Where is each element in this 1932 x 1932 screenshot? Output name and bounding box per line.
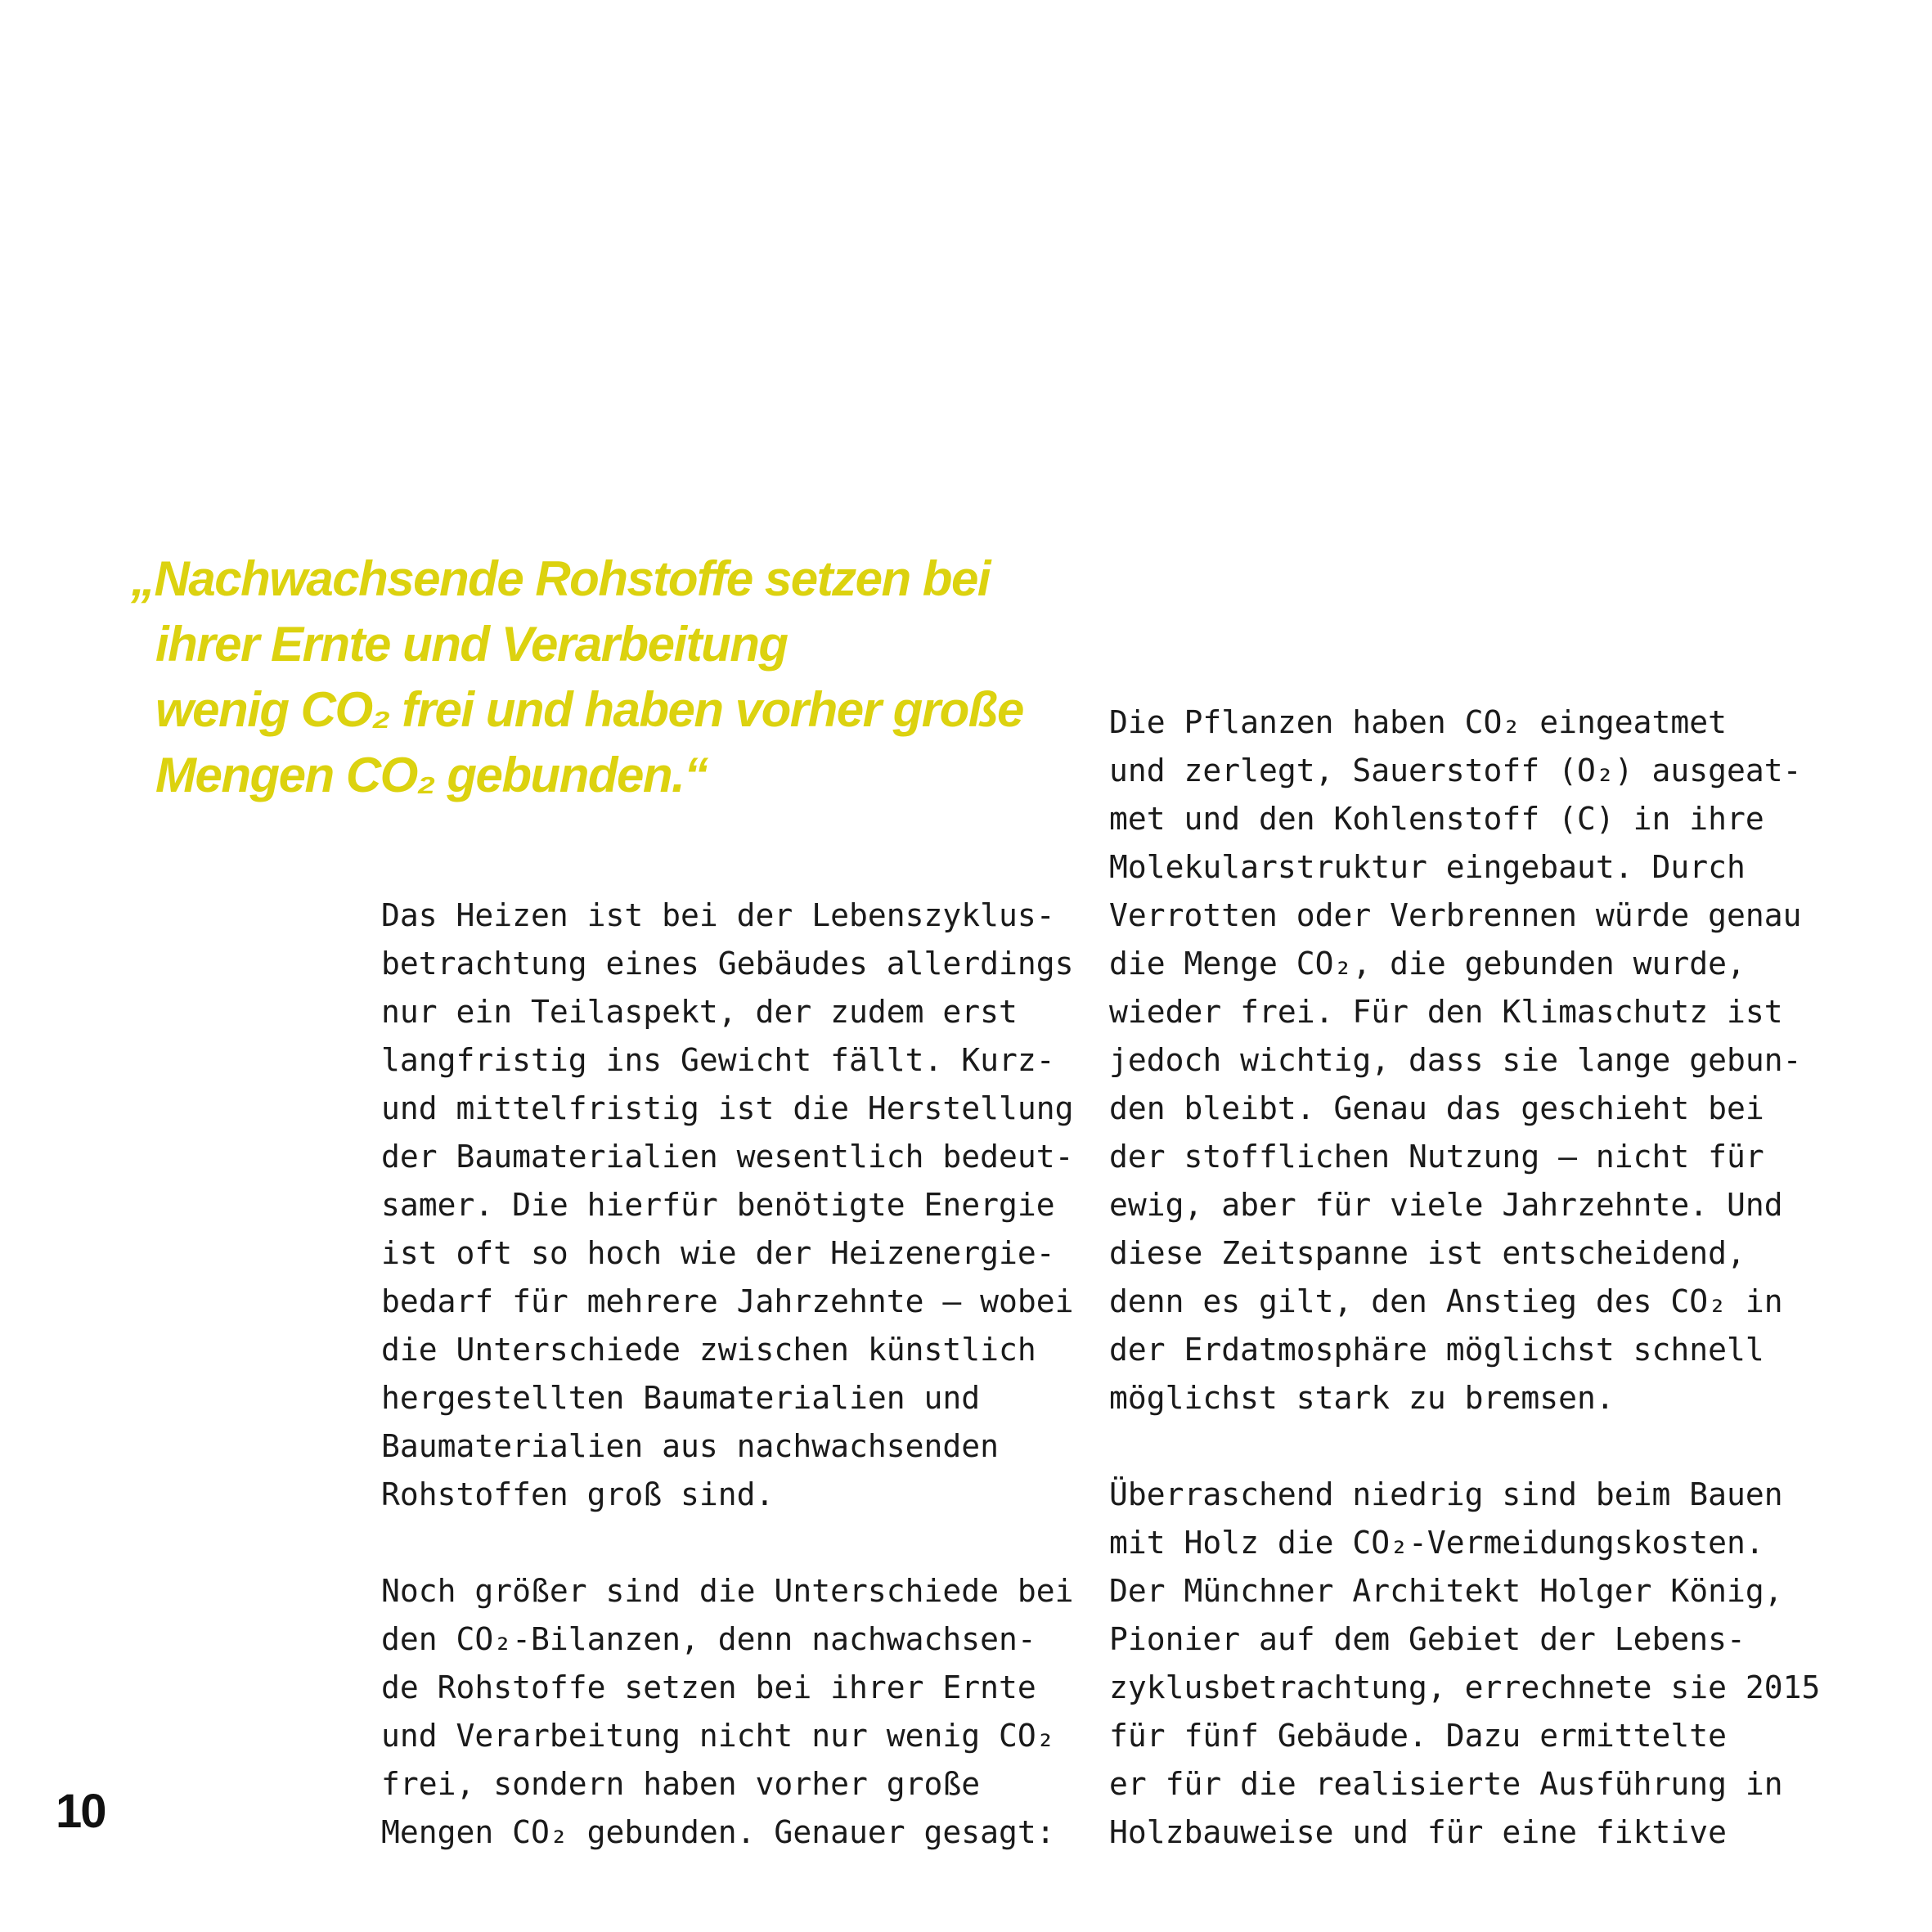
text-line: möglichst stark zu bremsen. [1109,1380,1615,1416]
text-line: nur ein Teilaspekt, der zudem erst [381,994,1018,1030]
text-line: jedoch wichtig, dass sie lange gebun- [1109,1042,1802,1078]
text-line: und Verarbeitung nicht nur wenig CO₂ [381,1718,1055,1754]
text-line: der Baumaterialien wesentlich bedeut- [381,1139,1074,1175]
text-line: betrachtung eines Gebäudes allerdings [381,946,1074,982]
text-line: frei, sondern haben vorher große [381,1766,981,1802]
paragraph-gap [381,1519,1068,1567]
text-line: und zerlegt, Sauerstoff (O₂) ausgeat- [1109,753,1802,789]
text-line: Noch größer sind die Unterschiede bei [381,1573,1074,1609]
pull-quote-line: „Nachwachsende Rohstoffe setzen bei [131,551,990,606]
paragraph [1109,1471,1829,1857]
text-line: Molekularstruktur eingebaut. Durch [1109,849,1746,885]
pull-quote-line: ihrer Ernte und Verarbeitung [155,617,788,672]
text-line: met und den Kohlenstoff (C) in ihre [1109,801,1764,837]
paragraph [381,1567,1074,1857]
text-line: samer. Die hierfür benötigte Energie [381,1187,1055,1223]
text-line: zyklusbetrachtung, errechnete sie 2015 [1109,1669,1821,1705]
text-line: ist oft so hoch wie der Heizenergie- [381,1235,1055,1271]
text-line: für fünf Gebäude. Dazu ermittelte [1109,1718,1727,1754]
body-column-left [381,892,1074,1857]
text-line: diese Zeitspanne ist entscheidend, [1109,1235,1746,1271]
text-line: er für die realisierte Ausführung in [1109,1766,1783,1802]
paragraph [1109,699,1829,1422]
text-line: Überraschend niedrig sind beim Bauen [1109,1476,1783,1512]
text-line: Mengen CO₂ gebunden. Genauer gesagt: [381,1814,1055,1850]
text-line: Rohstoffen groß sind. [381,1476,775,1512]
text-line: Baumaterialien aus nachwachsenden [381,1428,999,1464]
text-line: Der Münchner Architekt Holger König, [1109,1573,1783,1609]
text-line: denn es gilt, den Anstieg des CO₂ in [1109,1283,1783,1319]
text-line: die Unterschiede zwischen künstlich [381,1332,1036,1368]
text-line: de Rohstoffe setzen bei ihrer Ernte [381,1669,1036,1705]
text-line: der Erdatmosphäre möglichst schnell [1109,1332,1764,1368]
text-line: wieder frei. Für den Klimaschutz ist [1109,994,1783,1030]
text-line: den CO₂-Bilanzen, denn nachwachsen- [381,1621,1036,1657]
pull-quote [131,546,1063,808]
text-line: der stofflichen Nutzung – nicht für [1109,1139,1764,1175]
paragraph [381,892,1074,1519]
text-line: die Menge CO₂, die gebunden wurde, [1109,946,1746,982]
text-line: ewig, aber für viele Jahrzehnte. Und [1109,1187,1783,1223]
text-line: hergestellten Baumaterialien und [381,1380,981,1416]
text-line: Pionier auf dem Gebiet der Lebens- [1109,1621,1746,1657]
text-line: bedarf für mehrere Jahrzehnte – wobei [381,1283,1074,1319]
page-number: 10 [56,1785,106,1838]
text-line: Holzbauweise und für eine fiktive [1109,1814,1727,1850]
body-column-right [1109,699,1829,1857]
text-line: Die Pflanzen haben CO₂ eingeatmet [1109,704,1727,740]
pull-quote-line: Mengen CO₂ gebunden.“ [155,748,708,802]
text-line: langfristig ins Gewicht fällt. Kurz- [381,1042,1055,1078]
text-line: mit Holz die CO₂-Vermeidungskosten. [1109,1525,1764,1561]
text-line: den bleibt. Genau das geschieht bei [1109,1090,1764,1126]
text-line: und mittelfristig ist die Herstellung [381,1090,1074,1126]
paragraph-gap [1109,1422,1829,1471]
pull-quote-line: wenig CO₂ frei und haben vorher große [155,682,1023,737]
text-line: Das Heizen ist bei der Lebenszyklus- [381,897,1055,933]
text-line: Verrotten oder Verbrennen würde genau [1109,897,1802,933]
